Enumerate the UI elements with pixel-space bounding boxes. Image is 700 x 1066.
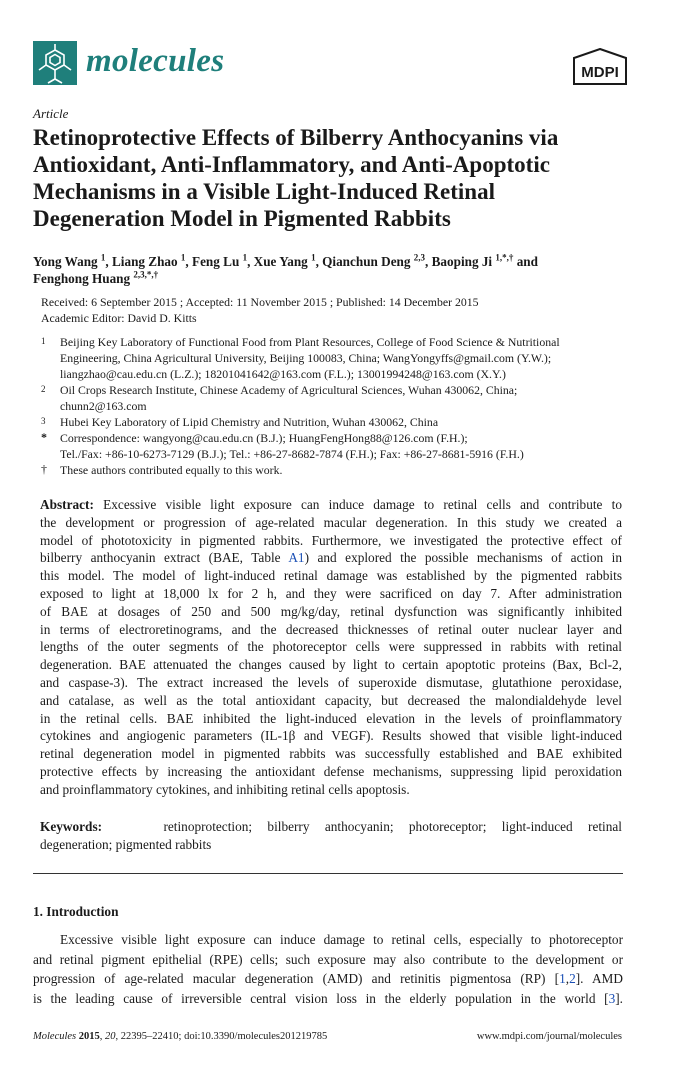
author-name[interactable]: Xue Yang bbox=[253, 254, 308, 269]
correspondence-mark: * bbox=[41, 430, 47, 444]
abstract-line: the development or progression of age-related macular degeneration. In this study we created a bbox=[40, 514, 622, 530]
mdpi-logo-icon bbox=[572, 48, 628, 86]
abstract bbox=[40, 496, 622, 799]
author-affil-mark: 1 bbox=[242, 252, 248, 263]
article-type: Article bbox=[33, 106, 69, 121]
intro-line: Excessive visible light exposure can induce damage to retinal cells, especially to photoreceptor bbox=[60, 932, 623, 947]
publication-dates: Received: 6 September 2015 ; Accepted: 11 November 2015 ; Published: 14 December 2015 bbox=[41, 295, 479, 309]
correspondence bbox=[41, 430, 631, 462]
affiliation-line: liangzhao@cau.edu.cn (L.Z.); 18201041642@163.com (F.L.); 13001994248@163.com (X.Y.) bbox=[60, 367, 506, 381]
author-list: Yong Wang $^1$, Liang Zhao $^1$, Feng Lu $^1$, Xue Yang $^1$, Qianchun Deng $^{2,3}$, Baoping Ji $^{1,*,\dagger}$ and Fenghong Huang $^{2,3,*,\dagger}$ bbox=[33, 252, 538, 286]
abstract-line: this model. The model of light-induced retinal damage was established by the pigmented rabbits bbox=[40, 568, 622, 584]
affiliation-line: Beijing Key Laboratory of Functional Food from Plant Resources, College of Food Science & Nutritional bbox=[60, 335, 560, 349]
title-line: Antioxidant, Anti-Inflammatory, and Anti-Apoptotic bbox=[33, 152, 550, 177]
author-affil-mark: 1 bbox=[100, 252, 106, 263]
keywords-line: degeneration; pigmented rabbits bbox=[40, 836, 212, 852]
keywords bbox=[40, 818, 622, 854]
abstract-line: bilberry anthocyanin extract (BAE, Table A1) and explored the possible mechanisms of action in bbox=[40, 550, 622, 566]
abstract-line: in the retinal cells. BAE inhibited the light-induced elevation in the levels of proinflammatory bbox=[40, 710, 622, 726]
table-link[interactable]: A1 bbox=[288, 550, 305, 566]
author-affil-mark: 1 bbox=[311, 252, 316, 263]
abstract-line: and proinflammatory cytokines, and inhibiting retinal cells apoptosis. bbox=[40, 781, 410, 797]
abstract-line: degeneration. BAE attenuated the changes caused by light to certain apoptotic proteins (Bax, Bcl-2, bbox=[40, 657, 622, 673]
intro-line: progression of age-related macular degeneration (AMD) and retinitis pigmentosa (RP) [1,2]. AMD bbox=[33, 971, 623, 986]
footer-volume: 20 bbox=[105, 1031, 116, 1042]
introduction-text bbox=[33, 930, 623, 1008]
author-affil-mark: 2,3,*,† bbox=[133, 269, 159, 280]
affiliation-line: Hubei Key Laboratory of Lipid Chemistry and Nutrition, Wuhan 430062, China bbox=[60, 415, 439, 429]
footer-journal: Molecules bbox=[33, 1031, 77, 1042]
abstract-label: Abstract: bbox=[40, 497, 94, 512]
abstract-line: exposed to light at 18,000 lx for 2 h, and they were sacrificed on day 7. After administration bbox=[40, 585, 622, 601]
abstract-line: cytokines and angiogenic parameters (IL-1β and VEGF). Results showed that visible light-induced bbox=[40, 728, 622, 744]
author-name[interactable]: Baoping Ji bbox=[431, 254, 493, 269]
affiliation-mark: 3 bbox=[41, 416, 46, 426]
correspondence-line: Tel./Fax: +86-10-6273-7129 (B.J.); Tel.: +86-27-8682-7874 (F.H.); Fax: +86-27-8681-5916 (F.H.) bbox=[60, 447, 524, 461]
footer-citation: Molecules 2015, 20, 22395–22410; doi:10.3390/molecules201219785 bbox=[33, 1031, 328, 1042]
reference-link[interactable]: 1 bbox=[559, 971, 566, 986]
journal-name: molecules bbox=[86, 43, 225, 79]
section-heading: 1. Introduction bbox=[33, 904, 119, 919]
footer-url[interactable]: www.mdpi.com/journal/molecules bbox=[476, 1031, 622, 1042]
author-name[interactable]: Qianchun Deng bbox=[322, 254, 411, 269]
affiliation-item bbox=[41, 382, 631, 414]
author-name[interactable]: Liang Zhao bbox=[112, 254, 178, 269]
abstract-line: Abstract: Excessive visible light exposure can induce damage to retinal cells and contribute to bbox=[40, 497, 622, 512]
abstract-line: of BAE at dosages of 250 and 500 mg/kg/day, retinal dysfunction was significantly inhibited bbox=[40, 603, 622, 619]
abstract-line: and caspase-3). The extract increased the levels of superoxide dismutase, glutathione peroxidase, bbox=[40, 674, 622, 690]
affiliation-item bbox=[41, 334, 631, 382]
section-divider bbox=[33, 873, 623, 874]
equal-contribution-line: These authors contributed equally to this work. bbox=[60, 463, 283, 477]
abstract-line: in terms of electroretinograms, and the decreased thicknesses of retinal outer nuclear layer and bbox=[40, 621, 622, 637]
author-name[interactable]: Feng Lu bbox=[192, 254, 240, 269]
article-title bbox=[33, 124, 653, 232]
abstract-line: protective effects by increasing the antioxidant defense mechanisms, suppressing lipid peroxidation bbox=[40, 763, 622, 779]
affiliation-mark: 1 bbox=[41, 336, 46, 346]
equal-contribution-note bbox=[41, 462, 631, 478]
author-name[interactable]: Fenghong Huang bbox=[33, 271, 131, 286]
author-and: and bbox=[516, 254, 538, 269]
abstract-line: lengths of the outer segments of the photoreceptor cells were suppressed in rabbits with retinal bbox=[40, 639, 622, 655]
affiliation-item bbox=[41, 414, 631, 430]
reference-link[interactable]: 2 bbox=[569, 971, 576, 986]
abstract-line: model of phototoxicity in pigmented rabbits. Furthermore, we investigated the protective effect of bbox=[40, 532, 622, 548]
title-line: Degeneration Model in Pigmented Rabbits bbox=[33, 206, 451, 231]
molecules-logo-icon bbox=[33, 41, 77, 85]
dagger-mark: † bbox=[41, 462, 47, 476]
keywords-line: Keywords: retinoprotection; bilberry anthocyanin; photoreceptor; light-induced retinal bbox=[40, 819, 622, 834]
abstract-line: and catalase, as well as the total antioxidant capacity, but decreased the malondialdehyde level bbox=[40, 692, 622, 708]
affiliation-line: Oil Crops Research Institute, Chinese Academy of Agricultural Sciences, Wuhan 430062, China; bbox=[60, 383, 518, 397]
abstract-line: retinal degeneration model in pigmented rabbits was successfully established and BAE exhibited bbox=[40, 746, 622, 762]
author-affil-mark: 1,*,† bbox=[495, 252, 514, 263]
intro-line: and retinal pigment epithelial (RPE) cells; such exposure may also contribute to the development or bbox=[33, 951, 623, 967]
correspondence-line: Correspondence: wangyong@cau.edu.cn (B.J.); HuangFengHong88@126.com (F.H.); bbox=[60, 431, 468, 445]
author-affil-mark: 1 bbox=[180, 252, 186, 263]
affiliation-mark: 2 bbox=[41, 384, 46, 394]
affiliations bbox=[41, 334, 631, 478]
affiliation-line: Engineering, China Agricultural University, Beijing 100083, China; WangYongyffs@gmail.com (Y.W.); bbox=[60, 351, 552, 365]
academic-editor: Academic Editor: David D. Kitts bbox=[41, 311, 197, 325]
footer-year: 2015 bbox=[78, 1031, 100, 1042]
author-name[interactable]: Yong Wang bbox=[33, 254, 98, 269]
title-line: Retinoprotective Effects of Bilberry Anthocyanins via bbox=[33, 125, 559, 150]
title-line: Mechanisms in a Visible Light-Induced Retinal bbox=[33, 179, 495, 204]
reference-link[interactable]: 3 bbox=[608, 990, 616, 1006]
intro-line: is the leading cause of irreversible central vision loss in the elderly population in the world [3]. bbox=[33, 990, 623, 1006]
keywords-label: Keywords: bbox=[40, 819, 103, 834]
affiliation-line: chunn2@163.com bbox=[60, 399, 147, 413]
author-affil-mark: 2,3 bbox=[413, 252, 426, 263]
footer-pages-doi: , 22395–22410; doi:10.3390/molecules201219785 bbox=[115, 1031, 328, 1042]
mdpi-logo-text: MDPI bbox=[581, 64, 619, 81]
